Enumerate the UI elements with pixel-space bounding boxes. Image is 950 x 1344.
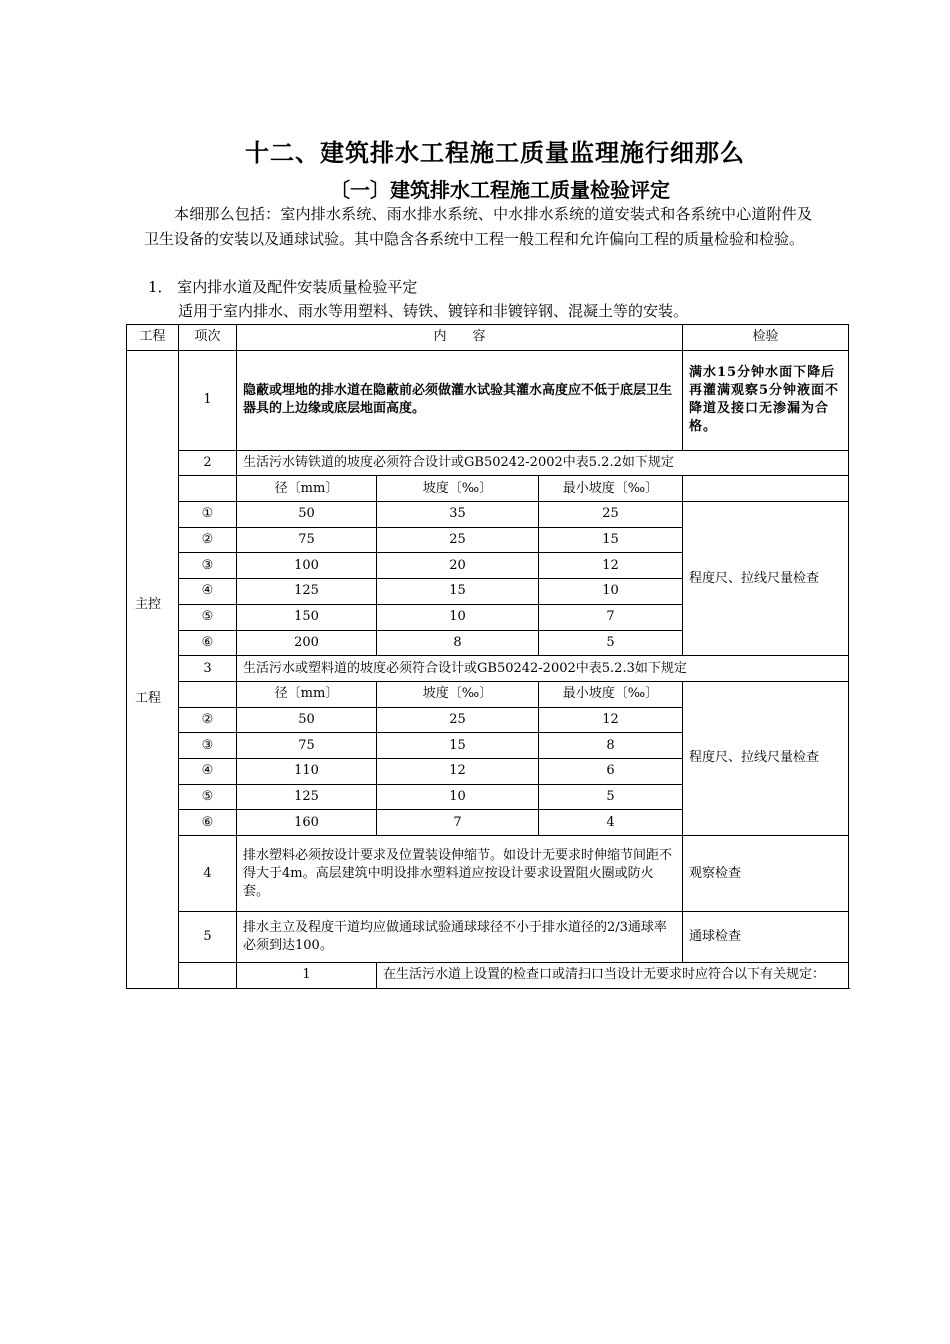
row-slope: 25 [377,707,539,733]
item-no: 1 [179,350,237,450]
row-min-slope: 15 [539,527,683,553]
row-no: ① [179,502,237,528]
subtable-header-row [127,476,849,502]
table-row [127,502,849,528]
row-no: ④ [179,579,237,605]
row-min-slope: 25 [539,502,683,528]
row-diameter: 50 [237,707,377,733]
row-slope: 12 [377,758,539,784]
group-cell [127,350,179,988]
row-min-slope: 5 [539,784,683,810]
item-content: 在生活污水道上设置的检查口或清扫口当设计无要求时应符合以下有关规定： [377,963,849,989]
table-row [127,350,849,450]
item-content: 排水主立及程度干道均应做通球试验通球球径不小于排水道径的2/3通球率必须到达100。 [237,912,683,963]
row-min-slope: 5 [539,630,683,656]
inspection-table [126,324,849,989]
item-no: 4 [179,836,237,912]
applies-text: 适用于室内排水、雨水等用塑料、铸铁、镀锌和非镀锌钢、混凝土等的安装。 [178,302,689,320]
row-slope: 7 [377,810,539,836]
row-diameter: 75 [237,733,377,759]
row-min-slope: 7 [539,604,683,630]
row-diameter: 150 [237,604,377,630]
table-row [127,656,849,682]
row-slope: 20 [377,553,539,579]
item-no: 3 [179,656,237,682]
item-no: 1 [237,963,377,989]
row-min-slope: 12 [539,707,683,733]
section-heading: 1． 室内排水道及配件安装质量检验平定 [148,278,418,296]
row-min-slope: 4 [539,810,683,836]
sub-header-diameter: 径〔mm〕 [237,681,377,707]
row-slope: 35 [377,502,539,528]
row-no: ④ [179,758,237,784]
row-min-slope: 12 [539,553,683,579]
row-min-slope: 8 [539,733,683,759]
header-check: 检验 [683,325,849,351]
row-diameter: 100 [237,553,377,579]
row-no: ⑥ [179,810,237,836]
table-row [127,912,849,963]
row-slope: 25 [377,527,539,553]
sub-header-slope: 坡度〔‰〕 [377,681,539,707]
row-no: ③ [179,733,237,759]
table-row [127,836,849,912]
table2-check: 程度尺、拉线尺量检查 [683,681,849,835]
table-header-row [127,325,849,351]
group-label-main-control: 主控 [135,596,162,612]
row-no: ② [179,527,237,553]
header-content: 内 容 [237,325,683,351]
row-diameter: 75 [237,527,377,553]
sub-header-diameter: 径〔mm〕 [237,476,377,502]
header-item-no: 项次 [179,325,237,351]
row-diameter: 110 [237,758,377,784]
row-no: ② [179,707,237,733]
sub-header-min-slope: 最小坡度〔‰〕 [539,681,683,707]
item-content: 排水塑料必须按设计要求及位置装设伸缩节。如设计无要求时伸缩节间距不得大于4m。高层建筑中明设排水塑料道应按设计要求设置阻火圈或防火套。 [237,836,683,912]
row-diameter: 125 [237,784,377,810]
row-min-slope: 6 [539,758,683,784]
item-no: 2 [179,450,237,476]
item-content: 隐蔽或埋地的排水道在隐蔽前必须做灌水试验其灌水高度应不低于底层卫生器具的上边缘或底层地面高度。 [237,350,683,450]
row-no: ⑥ [179,630,237,656]
item-check: 满水15分钟水面下降后再灌满观察5分钟液面不降道及接口无渗漏为合格。 [683,350,849,450]
row-diameter: 160 [237,810,377,836]
table1-check: 程度尺、拉线尺量检查 [683,502,849,656]
row-slope: 8 [377,630,539,656]
row-slope: 15 [377,733,539,759]
header-project: 工程 [127,325,179,351]
row-diameter: 50 [237,502,377,528]
item-check: 观察检查 [683,836,849,912]
row-min-slope: 10 [539,579,683,605]
group-label-project: 工程 [135,690,162,706]
row-diameter: 200 [237,630,377,656]
subtable-header-row [127,681,849,707]
item-no: 5 [179,912,237,963]
row-slope: 10 [377,604,539,630]
item-check: 通球检查 [683,912,849,963]
sub-header-min-slope: 最小坡度〔‰〕 [539,476,683,502]
page-title: 十二、建筑排水工程施工质量监理施行细那么 [245,138,745,167]
table-row [127,963,849,989]
intro-paragraph: 本细那么包括：室内排水系统、雨水排水系统、中水排水系统的道安装式和各系统中心道附件及卫生设备的安装以及通球试验。其中隐含各系统中工程一般工程和允许偏向工程的质量检验和检验。 [144,205,812,248]
row-no: ③ [179,553,237,579]
row-no: ⑤ [179,784,237,810]
item-content: 生活污水铸铁道的坡度必须符合设计或GB50242-2002中表5.2.2如下规定 [237,450,849,476]
row-no: ⑤ [179,604,237,630]
item-content: 生活污水或塑料道的坡度必须符合设计或GB50242-2002中表5.2.3如下规定 [237,656,849,682]
row-slope: 15 [377,579,539,605]
row-slope: 10 [377,784,539,810]
sub-header-slope: 坡度〔‰〕 [377,476,539,502]
section-subtitle: 〔一〕建筑排水工程施工质量检验评定 [330,178,670,202]
row-diameter: 125 [237,579,377,605]
table-row [127,450,849,476]
